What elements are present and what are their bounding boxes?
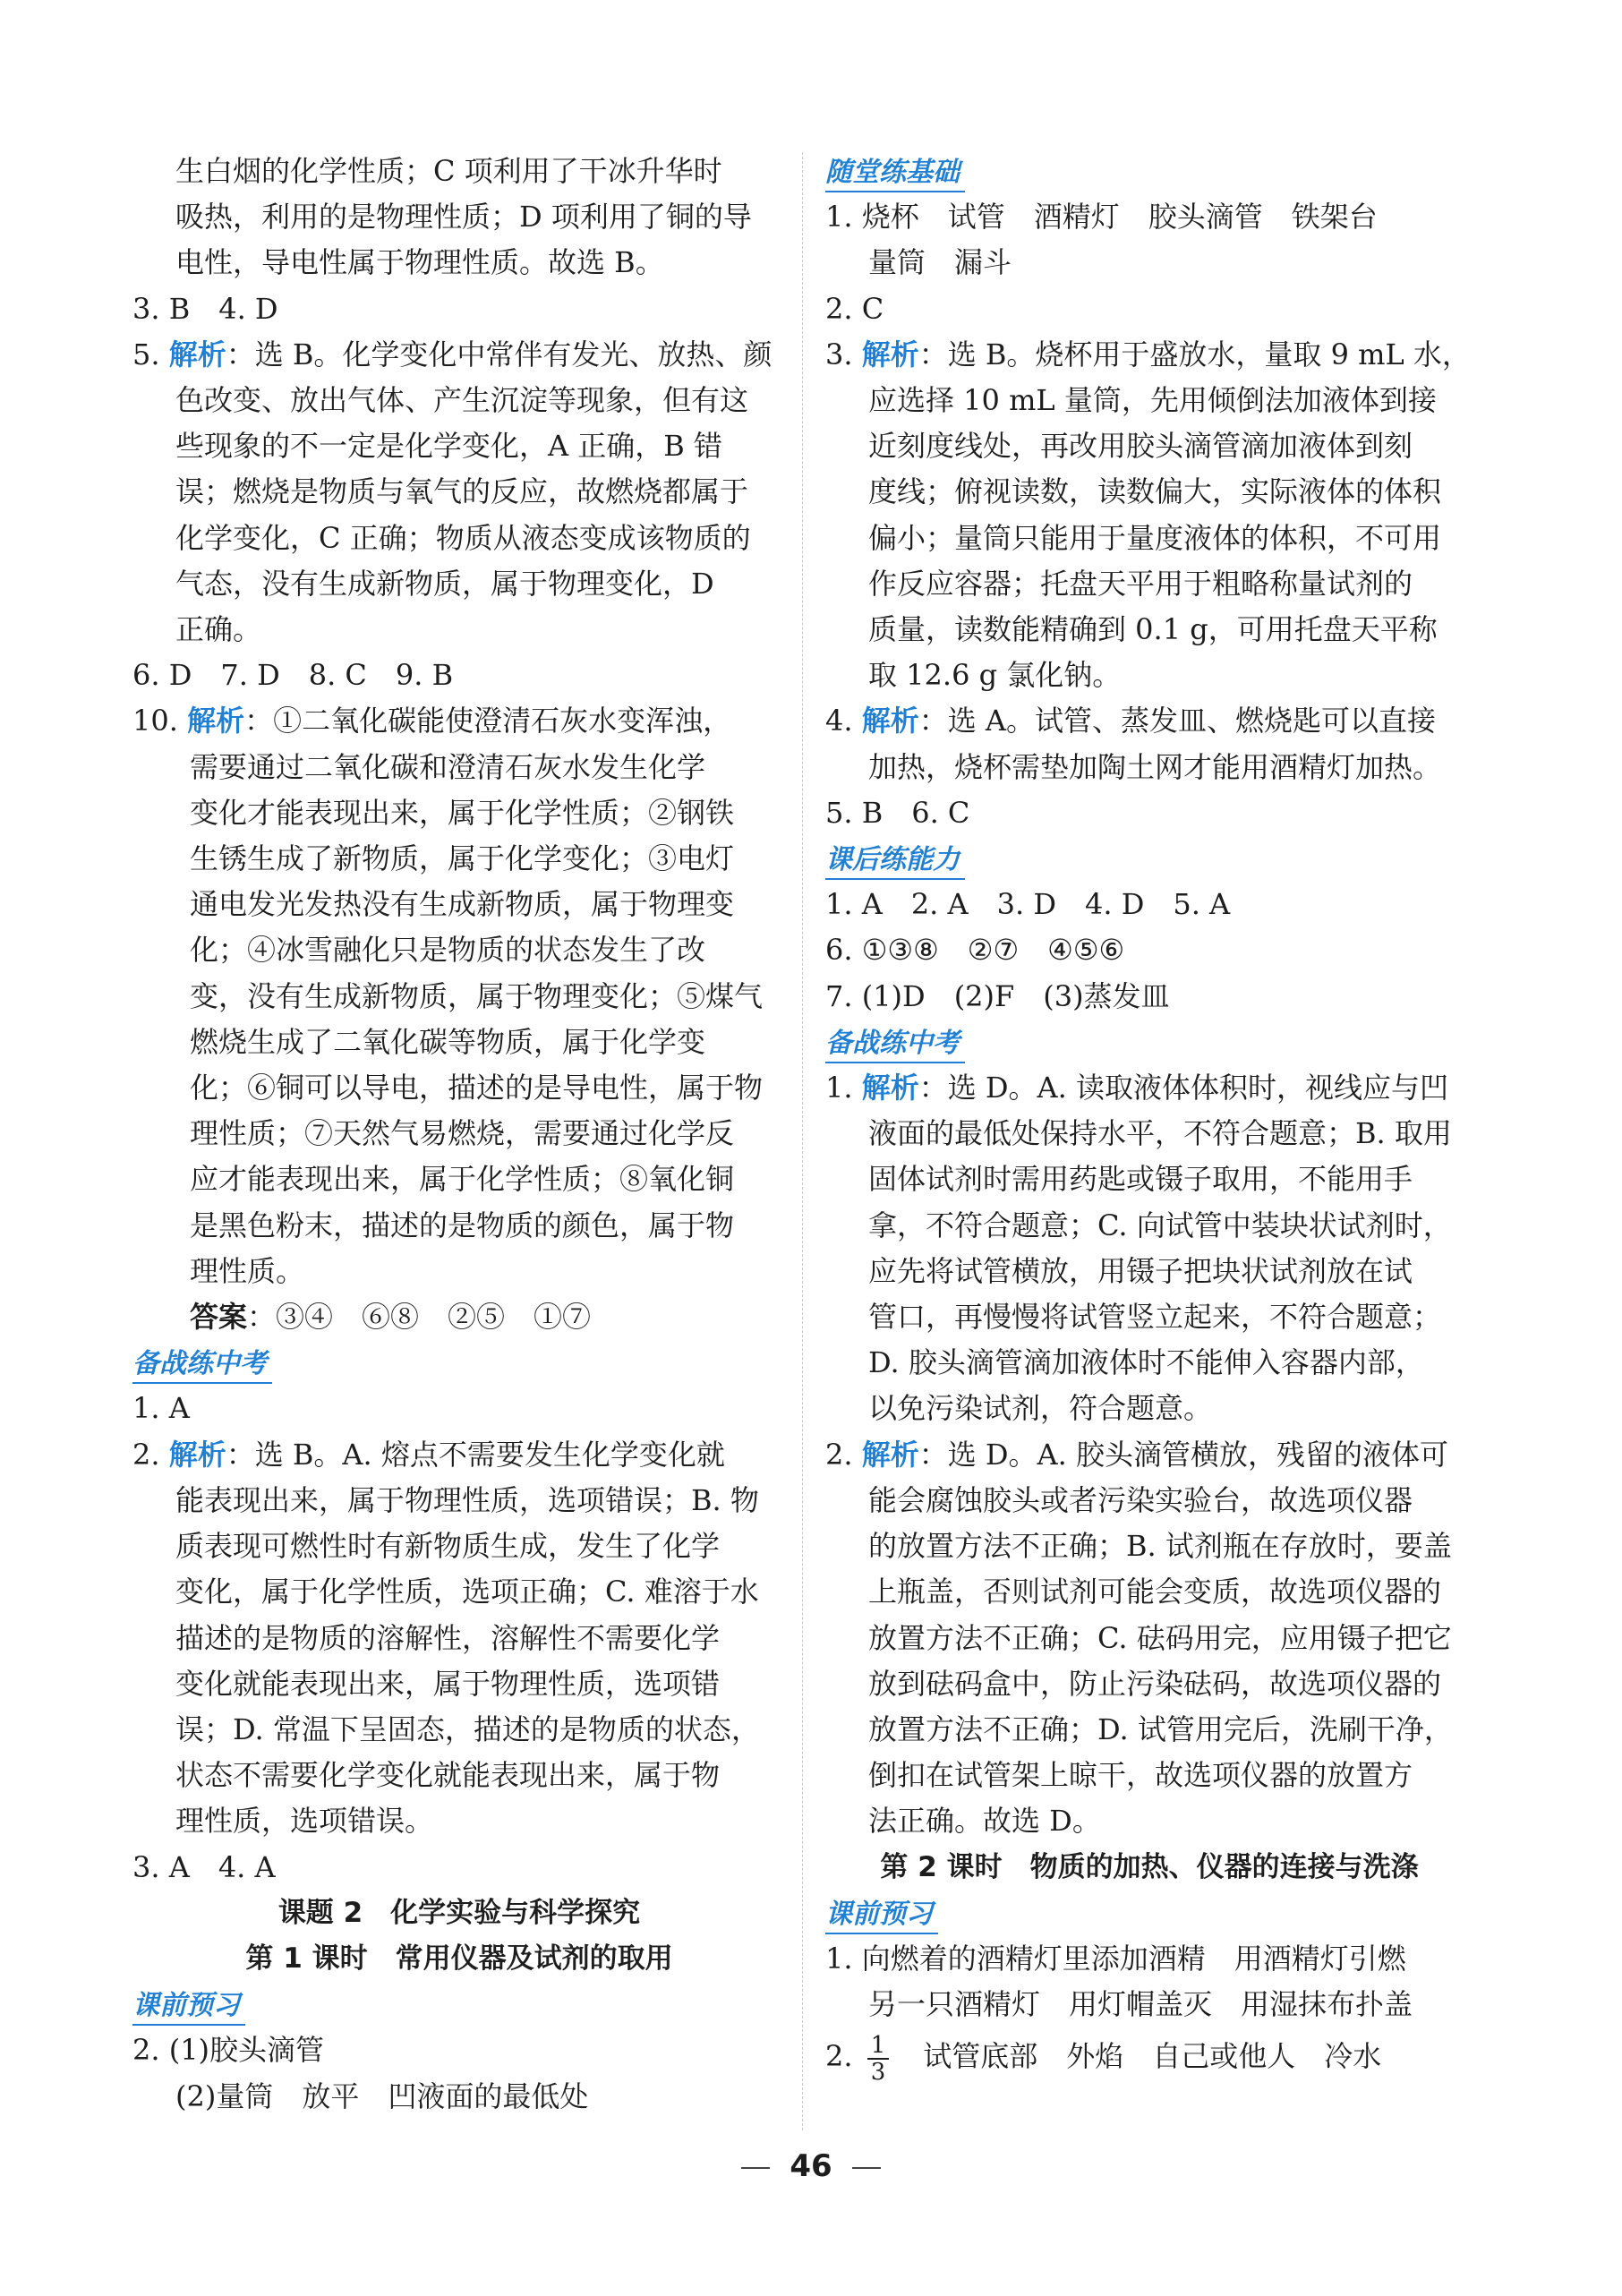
fraction-numerator: 1 [867,2033,890,2060]
answer-line: 6. ①③⑧ ②⑦ ④⑤⑥ [825,933,1125,968]
analysis-label: 解析 [187,704,245,738]
text-line: 通电发光发热没有生成新物质，属于物理变 [190,887,735,922]
s3-first-line: 3. 解析：选 B。烧杯用于盛放水，量取 9 mL 水， [825,337,1471,371]
text-line: 放到砝码盒中，防止污染砝码，故选项仪器的 [868,1666,1442,1701]
answer-line: 6. D 7. D 8. C 9. B [132,658,454,693]
dash-decoration [741,2167,770,2169]
text-line: 近刻度线处，再改用胶头滴管滴加液体到刻 [868,429,1413,464]
text-line: 度线；俯视读数，读数偏大，实际液体的体积 [868,474,1442,509]
answer-line: 另一只酒精灯 用灯帽盖灭 用湿抹布扑盖 [868,1987,1413,2022]
text-line: 些现象的不一定是化学变化，A 正确，B 错 [175,429,722,464]
text-line: 质表现可燃性时有新物质生成，发生了化学 [175,1529,721,1564]
topic-title: 课题 2 化学实验与科学探究 [277,1896,641,1929]
answer-line: 1. 烧杯 试管 酒精灯 胶头滴管 铁架台 [825,200,1378,235]
fraction [867,2033,890,2085]
lesson-title: 第 2 课时 物质的加热、仪器的连接与洗涤 [880,1850,1419,1883]
section-heading-kehou: 课后练能力 [825,842,965,880]
answer-line: 1. 向燃着的酒精灯里添加酒精 用酒精灯引燃 [825,1941,1406,1976]
answer-line: 1. A [132,1391,190,1426]
text-line: 化学变化，C 正确；物质从液态变成该物质的 [175,520,751,555]
text-line: 作反应容器；托盘天平用于粗略称量试剂的 [868,566,1413,601]
text-line: 应才能表现出来，属于化学性质；⑧氧化铜 [190,1162,735,1197]
text-line: 生锈生成了新物质，属于化学变化；③电灯 [190,841,735,876]
q10-first-line: 10. 解析：①二氧化碳能使澄清石灰水变浑浊， [132,704,732,738]
text-line: 以免污染试剂，符合题意。 [868,1391,1213,1426]
answer-line: 答案：③④ ⑥⑧ ②⑤ ①⑦ [190,1300,592,1335]
text-line: 液面的最低处保持水平，不符合题意；B. 取用 [868,1116,1452,1151]
text-line: 变，没有生成新物质，属于物理变化；⑤煤气 [190,978,764,1013]
text-line: 质量，读数能精确到 0.1 g，可用托盘天平称 [868,612,1438,647]
analysis-label: 解析 [861,704,919,738]
text-line: 取 12.6 g 氯化钠。 [868,658,1122,693]
text-line: 上瓶盖，否则试剂可能会变质，故选项仪器的 [868,1575,1442,1609]
analysis-label: 解析 [861,337,919,371]
text-line: 放置方法不正确；C. 砝码用完，应用镊子把它 [868,1620,1452,1655]
page-number [0,2148,1622,2184]
s4-first-line: 4. 解析：选 A。试管、蒸发皿、燃烧匙可以直接 [825,704,1437,738]
answer-line: 1. A 2. A 3. D 4. D 5. A [825,887,1231,922]
column-divider [802,152,803,2130]
section-heading-kqyx: 课前预习 [825,1897,938,1934]
text-line: 正确。 [175,612,262,647]
page-number-text: 46 [790,2148,832,2184]
text-line: 变化，属于化学性质，选项正确；C. 难溶于水 [175,1575,759,1609]
text-line: 能会腐蚀胶头或者污染实验台，故选项仪器 [868,1482,1413,1517]
text-line: 应先将试管横放，用镊子把块状试剂放在试 [868,1253,1413,1288]
text-line: 理性质。 [190,1253,305,1288]
text-line: 描述的是物质的溶解性，溶解性不需要化学 [175,1620,721,1655]
text-line: 状态不需要化学变化就能表现出来，属于物 [175,1758,721,1793]
text-line: 燃烧生成了二氧化碳等物质，属于化学变 [190,1024,706,1059]
analysis-label: 解析 [861,1437,919,1472]
section-heading-suitang: 随堂练基础 [825,155,965,192]
text-line: 加热，烧杯需垫加陶土网才能用酒精灯加热。 [868,749,1442,784]
dash-decoration [852,2167,881,2169]
answer-line: 2. $\frac{1}{3}$ 试管底部 外焰 自己或他人 冷水 [825,2031,1382,2086]
text-line: 倒扣在试管架上晾干，故选项仪器的放置方 [868,1758,1413,1793]
text-line: 吸热，利用的是物理性质；D 项利用了铜的导 [175,200,752,235]
text-line: 气态，没有生成新物质，属于物理变化，D [175,566,714,601]
answer-label: 答案 [190,1300,248,1335]
text-line: 偏小；量筒只能用于量度液体的体积，不可用 [868,520,1442,555]
analysis-label: 解析 [168,337,226,371]
answer-line: 7. (1)D (2)F (3)蒸发皿 [825,978,1170,1013]
text-line: 管口，再慢慢将试管竖立起来，不符合题意； [868,1300,1442,1335]
text-line: D. 胶头滴管滴加液体时不能伸入容器内部， [868,1345,1424,1380]
section-heading-beizhan: 备战练中考 [132,1346,272,1384]
text-line: 变化才能表现出来，属于化学性质；②钢铁 [190,795,735,830]
answer-line: 2. (1)胶头滴管 [132,2033,325,2068]
text-line: 能表现出来，属于物理性质，选项错误；B. 物 [175,1482,759,1517]
answer-line: 3. B 4. D [132,291,278,326]
text-line: 误；燃烧是物质与氧气的反应，故燃烧都属于 [175,474,749,509]
z1-first-line: 1. 解析：选 D。A. 读取液体体积时，视线应与凹 [825,1071,1449,1105]
fraction-denominator: 3 [870,2058,886,2086]
section-heading-kqyx: 课前预习 [132,1988,245,2026]
z2-first-line: 2. 解析：选 D。A. 胶头滴管横放，残留的液体可 [825,1437,1449,1472]
section-heading-beizhan: 备战练中考 [825,1026,965,1063]
text-line: 化；⑥铜可以导电，描述的是导电性，属于物 [190,1071,764,1105]
b2-first-line: 2. 解析：选 B。A. 熔点不需要发生化学变化就 [132,1437,725,1472]
text-line: 拿，不符合题意；C. 向试管中装块状试剂时， [868,1208,1452,1242]
text-line: 应选择 10 mL 量筒，先用倾倒法加液体到接 [868,383,1437,418]
text-line: 变化就能表现出来，属于物理性质，选项错 [175,1666,721,1701]
text-line: 法正确。故选 D。 [868,1804,1101,1839]
text-line: 误；D. 常温下呈固态，描述的是物质的状态， [175,1711,760,1746]
analysis-label: 解析 [861,1071,919,1105]
text-line: 理性质；⑦天然气易燃烧，需要通过化学反 [190,1116,735,1151]
lesson-title: 第 1 课时 常用仪器及试剂的取用 [245,1942,673,1975]
text-line: 理性质，选项错误。 [175,1804,434,1839]
text-line: 需要通过二氧化碳和澄清石灰水发生化学 [190,749,706,784]
text-line: 是黑色粉末，描述的是物质的颜色，属于物 [190,1208,735,1242]
text-line: 放置方法不正确；D. 试管用完后，洗刷干净， [868,1711,1453,1746]
answer-line: 2. C [825,291,884,326]
right-column [825,149,1473,2085]
text-line: 色改变、放出气体、产生沉淀等现象，但有这 [175,383,749,418]
analysis-label: 解析 [168,1437,226,1472]
text-line: 生白烟的化学性质；C 项利用了干冰升华时 [175,154,722,188]
answer-line: 3. A 4. A [132,1849,276,1884]
left-column [132,149,786,2120]
q5-first-line: 5. 解析：选 B。化学变化中常伴有发光、放热、颜 [132,337,773,371]
text-line: 的放置方法不正确；B. 试剂瓶在存放时，要盖 [868,1529,1452,1564]
text-line: 固体试剂时需用药匙或镊子取用，不能用手 [868,1162,1413,1197]
answer-line: 5. B 6. C [825,795,970,830]
answer-line: 量筒 漏斗 [868,245,1012,280]
text-line: 电性，导电性属于物理性质。故选 B。 [175,245,664,280]
text-line: 化；④冰雪融化只是物质的状态发生了改 [190,933,706,968]
answer-line: (2)量筒 放平 凹液面的最低处 [175,2078,589,2113]
